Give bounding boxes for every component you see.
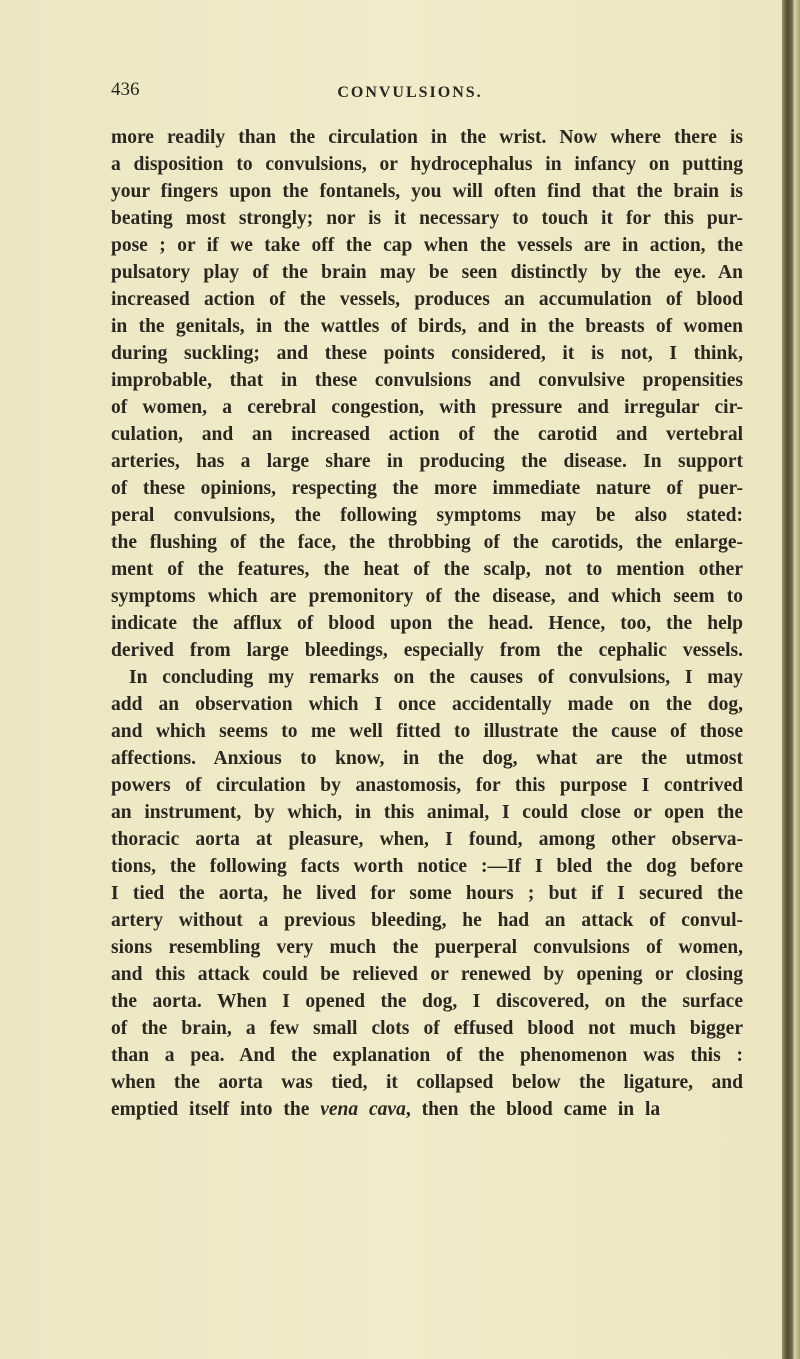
text-span: , then the blood came in la xyxy=(405,1099,661,1120)
text-line: arteries, has a large share in producing the disease. In support xyxy=(111,451,743,472)
text-line: artery without a previous bleeding, he had an attack of convul- xyxy=(111,910,743,931)
text-line: than a pea. And the explanation of the phenomenon was this : xyxy=(111,1045,743,1066)
text-line: pose ; or if we take off the cap when the vessels are in action, the xyxy=(111,235,743,256)
text-line: and which seems to me well fitted to illustrate the cause of those xyxy=(111,721,743,742)
text-line: symptoms which are premonitory of the disease, and which seem to xyxy=(111,586,743,607)
text-line: culation, and an increased action of the carotid and vertebral xyxy=(111,424,743,445)
text-line: the flushing of the face, the throbbing of the carotids, the enlarge- xyxy=(111,532,743,553)
text-line: add an observation which I once accidentally made on the dog, xyxy=(111,694,743,715)
page-body-text xyxy=(111,124,743,1096)
text-line: pulsatory play of the brain may be seen distinctly by the eye. An xyxy=(111,262,743,283)
text-line: sions resembling very much the puerperal convulsions of women, xyxy=(111,937,743,958)
running-head: CONVULSIONS. xyxy=(337,84,483,101)
text-line: ment of the features, the heat of the scalp, not to mention other xyxy=(111,559,743,580)
text-line: thoracic aorta at pleasure, when, I found, among other observa- xyxy=(111,829,743,850)
page-number: 436 xyxy=(111,79,140,100)
text-line: when the aorta was tied, it collapsed below the ligature, and xyxy=(111,1072,743,1093)
text-line: indicate the afflux of blood upon the head. Hence, too, the help xyxy=(111,613,743,634)
text-line: in the genitals, in the wattles of birds, and in the breasts of women xyxy=(111,316,743,337)
text-line: the aorta. When I opened the dog, I discovered, on the surface xyxy=(111,991,743,1012)
text-line: your fingers upon the fontanels, you will often find that the brain is xyxy=(111,181,743,202)
text-line-last xyxy=(111,1096,743,1123)
book-binding-edge xyxy=(782,0,800,1359)
text-line: derived from large bleedings, especially from the cephalic vessels. xyxy=(111,640,743,661)
text-line: improbable, that in these convulsions and convulsive propensities xyxy=(111,370,743,391)
text-line: increased action of the vessels, produces an accumulation of blood xyxy=(111,289,743,310)
text-line: affections. Anxious to know, in the dog, what are the utmost xyxy=(111,748,743,769)
text-line: In concluding my remarks on the causes of convulsions, I may xyxy=(129,667,743,688)
text-line: a disposition to convulsions, or hydrocephalus in infancy on putting xyxy=(111,154,743,175)
text-line: of the brain, a few small clots of effused blood not much bigger xyxy=(111,1018,743,1039)
text-line: an instrument, by which, in this animal, I could close or open the xyxy=(111,802,743,823)
text-line: tions, the following facts worth notice :—If I bled the dog before xyxy=(111,856,743,877)
text-line: more readily than the circulation in the wrist. Now where there is xyxy=(111,127,743,148)
text-line: powers of circulation by anastomosis, for this purpose I contrived xyxy=(111,775,743,796)
text-line: of women, a cerebral congestion, with pressure and irregular cir- xyxy=(111,397,743,418)
text-line: and this attack could be relieved or renewed by opening or closing xyxy=(111,964,743,985)
text-line: peral convulsions, the following symptoms may be also stated: xyxy=(111,505,743,526)
text-span: emptied itself into the xyxy=(111,1099,321,1120)
text-line: during suckling; and these points considered, it is not, I think, xyxy=(111,343,743,364)
text-line: of these opinions, respecting the more immediate nature of puer- xyxy=(111,478,743,499)
text-line: beating most strongly; nor is it necessary to touch it for this pur- xyxy=(111,208,743,229)
italic-term: vena cava xyxy=(320,1099,406,1120)
text-line: I tied the aorta, he lived for some hours ; but if I secured the xyxy=(111,883,743,904)
